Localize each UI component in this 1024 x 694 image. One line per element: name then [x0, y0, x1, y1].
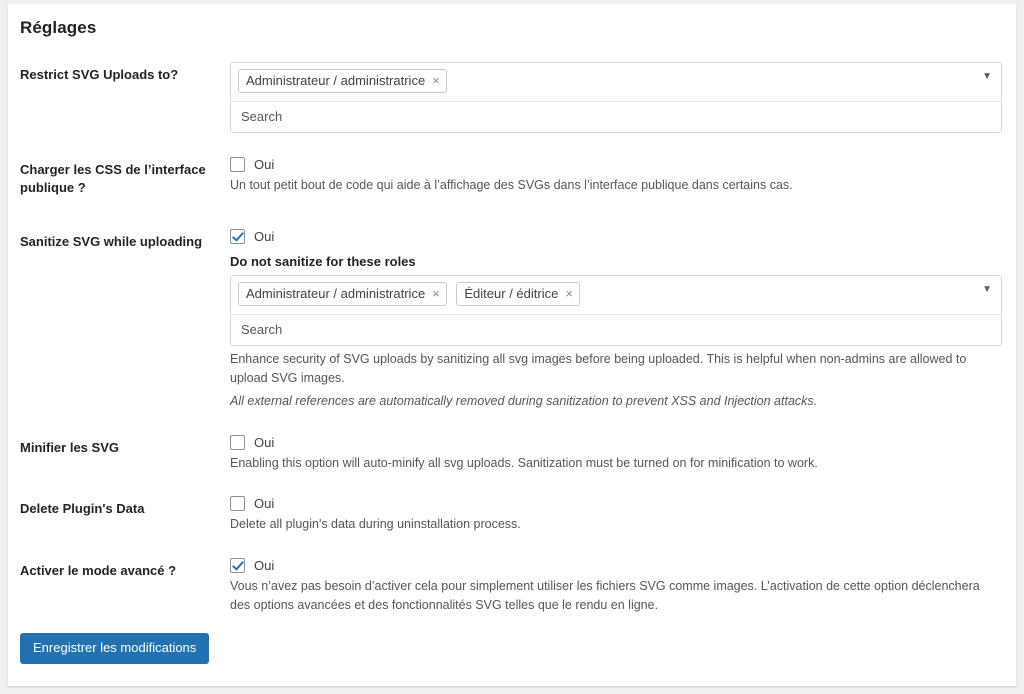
- settings-page: [8, 4, 1016, 686]
- do-not-sanitize-roles-label: Do not sanitize for these roles: [230, 254, 416, 270]
- load-frontend-css-checkbox-label: Oui: [254, 157, 275, 172]
- role-tag[interactable]: [238, 69, 447, 93]
- do-not-sanitize-tag-list: [231, 276, 1001, 314]
- advanced-mode-description: Vous n’avez pas besoin d’activer cela pour simplement utiliser les fichiers SVG comme images. L’activation de cette option déclenchera des options avancées et des fonctionnalités SVG telles que le rendu en ligne.: [230, 579, 980, 612]
- sanitize-svg-description-note: All external references are automatically removed during sanitization to prevent XSS and Injection attacks.: [230, 393, 818, 408]
- restrict-roles-multiselect[interactable]: [230, 62, 1002, 133]
- chevron-down-icon[interactable]: ▼: [982, 284, 992, 296]
- row-minify-svg: [8, 421, 1016, 483]
- do-not-sanitize-search-input[interactable]: Search: [231, 314, 1001, 345]
- label-restrict-uploads: Restrict SVG Uploads to?: [20, 67, 179, 82]
- label-load-frontend-css: Charger les CSS de l’interface publique ?: [20, 162, 206, 196]
- cell-restrict-uploads: [230, 48, 1016, 143]
- minify-svg-checkbox-row[interactable]: [230, 435, 1002, 450]
- label-delete-plugin-data: Delete Plugin's Data: [20, 501, 145, 517]
- cell-minify-svg: [230, 421, 1016, 483]
- minify-svg-description: Enabling this option will auto-minify all svg uploads. Sanitization must be turned on for minification to work.: [230, 455, 818, 470]
- row-sanitize-svg: [8, 215, 1016, 420]
- row-delete-plugin-data: [8, 482, 1016, 544]
- row-load-frontend-css: [8, 143, 1016, 215]
- sanitize-svg-description: Enhance security of SVG uploads by sanitizing all svg images before being uploaded. This is helpful when non-admins are allowed to upload SVG images.: [230, 352, 967, 386]
- advanced-mode-checkbox-label: Oui: [254, 558, 275, 574]
- close-icon[interactable]: ×: [565, 286, 573, 302]
- label-sanitize-svg: Sanitize SVG while uploading: [20, 234, 203, 250]
- minify-svg-checkbox-label: Oui: [254, 434, 275, 450]
- role-tag-label: Administrateur / administratrice: [246, 73, 426, 88]
- delete-plugin-data-checkbox-label: Oui: [254, 496, 275, 512]
- cell-load-frontend-css: [230, 143, 1016, 215]
- restrict-roles-search-input[interactable]: Search: [231, 101, 1001, 132]
- close-icon[interactable]: ×: [432, 286, 440, 302]
- advanced-mode-checkbox-row[interactable]: [230, 558, 1002, 573]
- delete-plugin-data-checkbox[interactable]: [230, 496, 245, 511]
- label-advanced-mode: Activer le mode avancé ?: [20, 563, 177, 579]
- settings-form-table: [8, 48, 1016, 625]
- label-minify-svg: Minifier les SVG: [20, 439, 119, 455]
- cell-sanitize-svg: [230, 215, 1016, 420]
- delete-plugin-data-checkbox-row[interactable]: [230, 496, 1002, 511]
- delete-plugin-data-description: Delete all plugin's data during uninstallation process.: [230, 517, 521, 532]
- minify-svg-checkbox[interactable]: [230, 435, 245, 450]
- role-tag-label: Éditeur / éditrice: [464, 286, 559, 302]
- advanced-mode-checkbox[interactable]: [230, 558, 245, 573]
- row-restrict-uploads: [8, 48, 1016, 143]
- restrict-roles-tag-list: [231, 63, 1001, 101]
- cell-delete-plugin-data: [230, 482, 1016, 544]
- sanitize-svg-checkbox-row[interactable]: [230, 229, 1002, 244]
- load-frontend-css-description: Un tout petit bout de code qui aide à l’affichage des SVGs dans l’interface publique dans certains cas.: [230, 178, 793, 192]
- load-frontend-css-checkbox[interactable]: [230, 157, 245, 172]
- chevron-down-icon[interactable]: ▼: [982, 71, 992, 82]
- sanitize-svg-checkbox-label: Oui: [254, 229, 275, 245]
- row-advanced-mode: [8, 544, 1016, 625]
- cell-advanced-mode: [230, 544, 1016, 625]
- role-tag[interactable]: [456, 282, 580, 306]
- role-tag-label: Administrateur / administratrice: [246, 286, 426, 302]
- close-icon[interactable]: ×: [432, 73, 440, 88]
- submit-area: [8, 625, 1016, 664]
- save-changes-button[interactable]: Enregistrer les modifications: [20, 633, 209, 664]
- load-frontend-css-checkbox-row[interactable]: [230, 157, 1002, 172]
- sanitize-svg-checkbox[interactable]: [230, 229, 245, 244]
- role-tag[interactable]: [238, 282, 447, 306]
- do-not-sanitize-roles-multiselect[interactable]: [230, 275, 1002, 346]
- page-title: Réglages: [20, 18, 97, 37]
